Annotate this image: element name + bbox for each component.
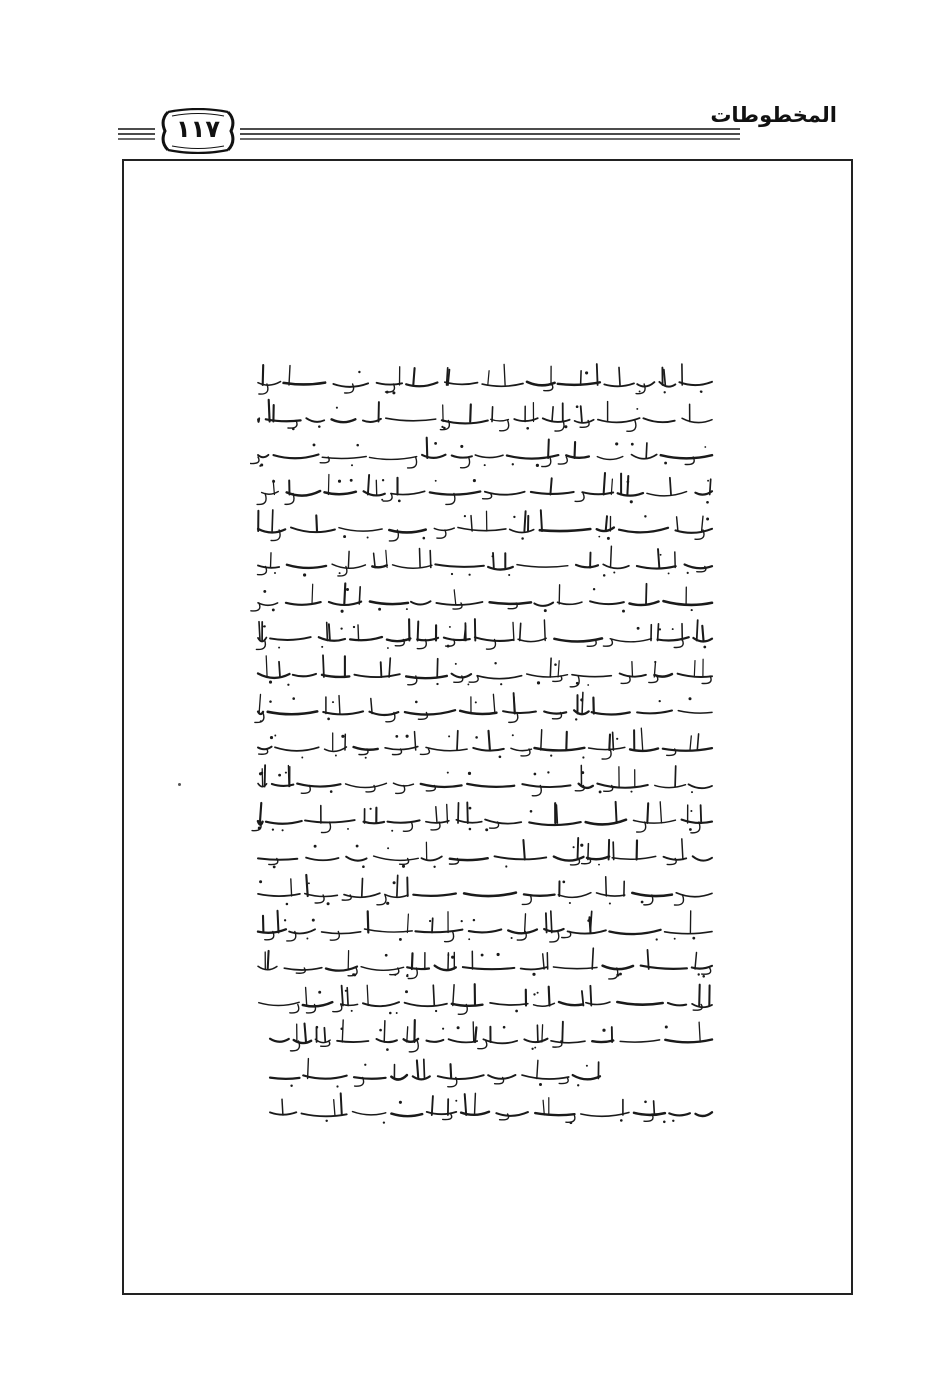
manuscript-line [258,765,712,796]
manuscript-line [258,911,712,942]
page-header [0,0,935,170]
manuscript-line [258,364,712,394]
manuscript-line [270,1093,712,1124]
manuscript-line [252,802,712,833]
manuscript-line [258,400,712,431]
header-rules [0,0,935,170]
manuscript-line [258,510,712,541]
manuscript-line [270,1020,712,1052]
manuscript-line [255,692,712,722]
manuscript-line [270,1059,600,1088]
running-title: المخطوطات [710,103,837,127]
manuscript-line [258,655,712,687]
manuscript-line [251,583,712,612]
manuscript-line [258,948,712,979]
page-number: ١١٧ [176,115,220,143]
manuscript-line [258,728,712,759]
manuscript-line [258,875,712,905]
manuscript-line [259,984,712,1014]
manuscript-line [258,838,712,868]
manuscript-line [257,473,712,504]
manuscript-line [256,619,712,649]
manuscript-line [250,438,712,468]
stray-mark [178,783,181,786]
handwritten-arabic-manuscript-image [250,355,720,1135]
manuscript-line [258,546,713,576]
